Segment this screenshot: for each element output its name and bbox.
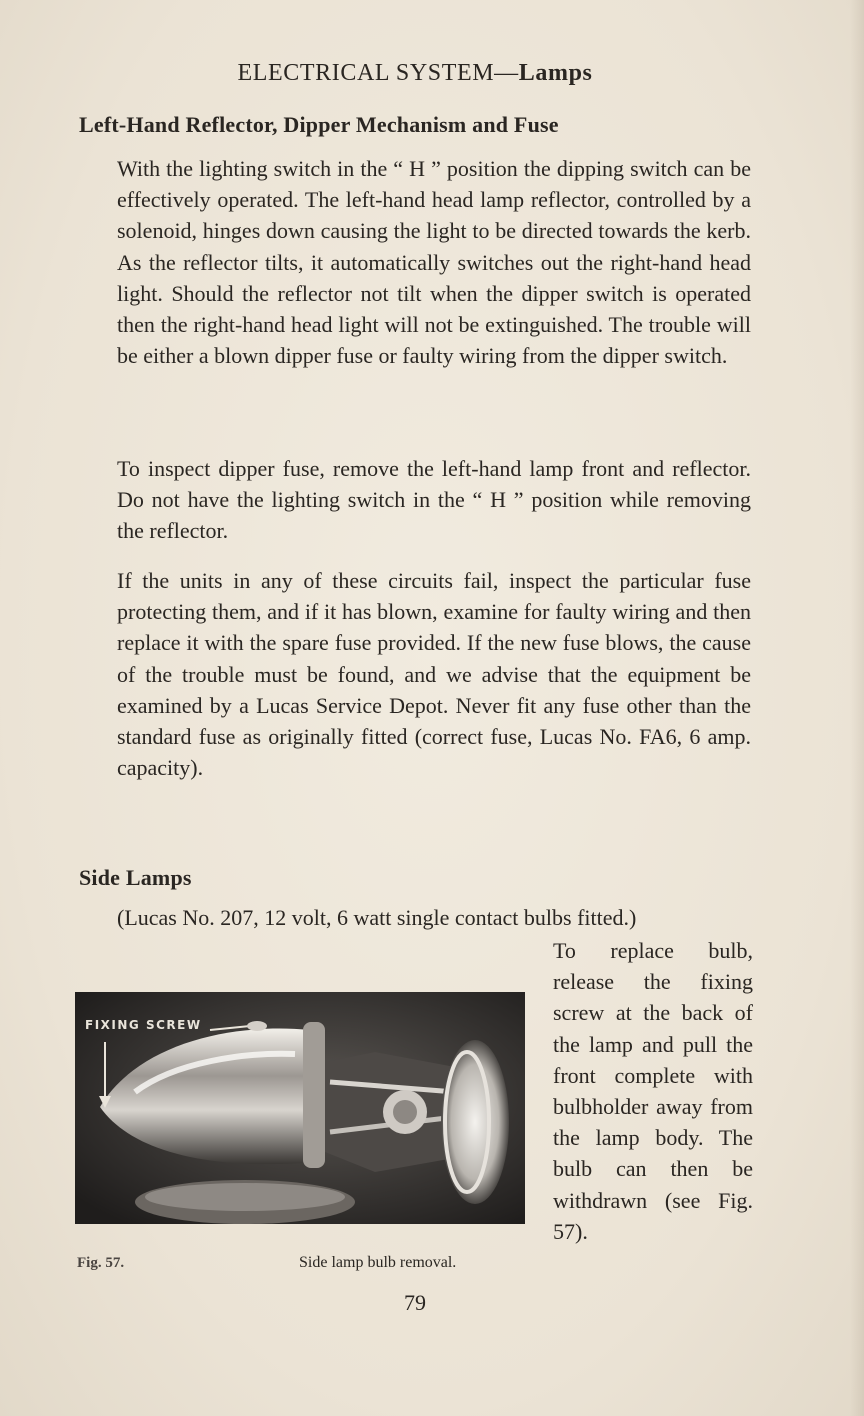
paragraph-dipping-switch: With the lighting switch in the “ H ” position the dipping switch can be effectively operated. The left-hand head lamp reflector, controlled by a solenoid, hinges down causing the light to be directed towards the kerb. As the reflector tilts, it automatically switches out the right-hand head light. Should the reflector not tilt when the dipper switch is operated then the right-hand head light will not be extinguished. The trouble will be either a blown dipper fuse or faulty wiring from the dipper switch. (117, 156, 751, 369)
header-chapter: ELECTRICAL SYSTEM— (237, 60, 519, 86)
paragraph-inspect-fuse: To inspect dipper fuse, remove the left-hand lamp front and reflector. Do not have the lighting switch in the “ H ” position while removing the reflector. (117, 456, 751, 544)
page-number: 79 (404, 1290, 426, 1315)
page-header (0, 60, 830, 87)
figure-photo (75, 992, 525, 1224)
section-title-reflector: Left-Hand Reflector, Dipper Mechanism and Fuse (79, 112, 559, 137)
paragraph-circuit-failure: If the units in any of these circuits fail, inspect the particular fuse protecting them, and if it has blown, examine for faulty wiring and then replace it with the spare fuse provided. If the new fuse blows, the cause of the trouble must be found, and we advise that the equipment be examined by a Lucas Service Depot. Never fit any fuse other than the standard fuse as originally fitted (correct fuse, Lucas No. FA6, 6 amp. capacity). (117, 568, 751, 781)
section-title-side-lamps: Side Lamps (79, 865, 192, 890)
figure-number: Fig. 57. (77, 1255, 125, 1271)
paragraph-replace-bulb: To replace bulb, release the fixing screw at the back of the lamp and pull the front complete with bulbholder away from the lamp body. The bulb can then be withdrawn (see Fig. 57). (553, 938, 753, 1244)
page-edge-shadow (850, 0, 864, 1416)
bulb-spec-note: (Lucas No. 207, 12 volt, 6 watt single contact bulbs fitted.) (117, 905, 637, 930)
fixing-screw-label: FIXING SCREW (85, 1018, 202, 1032)
header-topic: Lamps (518, 60, 593, 86)
figure-caption: Side lamp bulb removal. (299, 1254, 457, 1271)
